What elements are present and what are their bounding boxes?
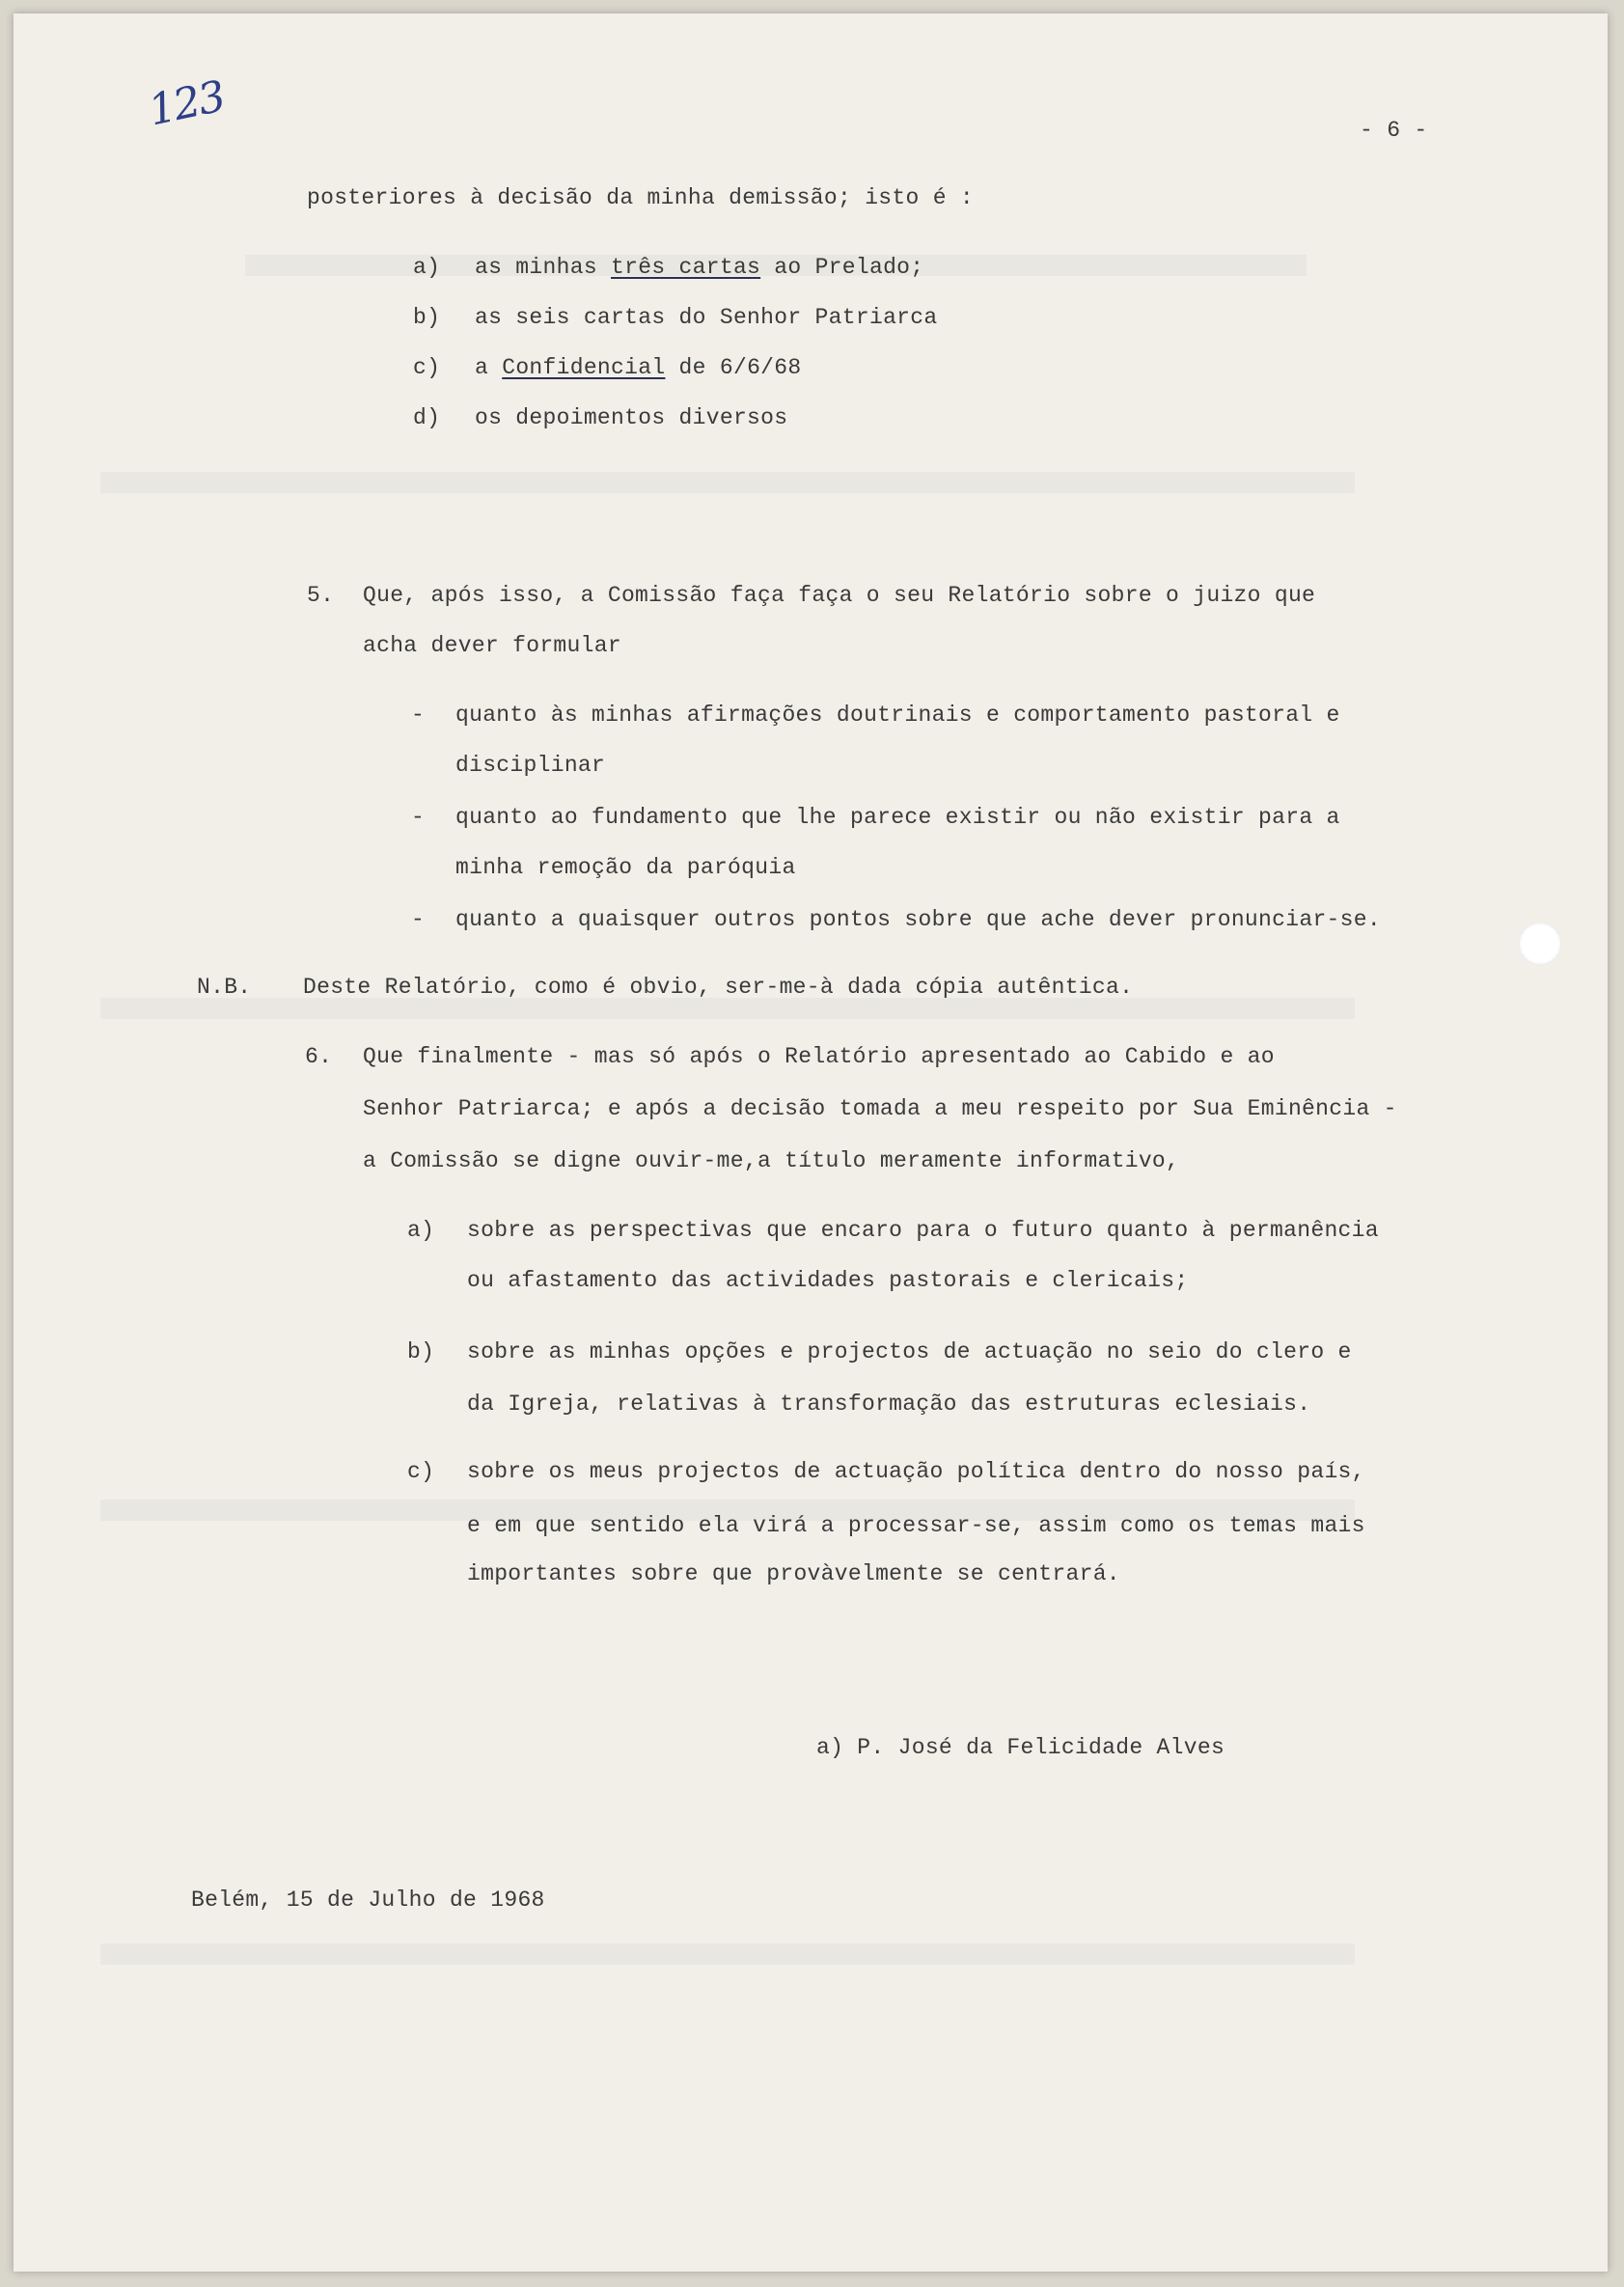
underlined-text: três cartas [611, 255, 761, 280]
bullet-dash: - [411, 907, 426, 932]
nb-label: N.B. [197, 975, 252, 1000]
list-item: os depoimentos diversos [475, 405, 788, 430]
item-6-line: Senhor Patriarca; e após a decisão tomada a meu respeito por Sua Eminência - [363, 1096, 1397, 1121]
bullet-line: minha remoção da paróquia [455, 855, 796, 880]
list-item-letter: a) [413, 255, 441, 280]
sub-item-letter: c) [407, 1459, 435, 1484]
list-item: as minhas três cartas ao Prelado; [475, 255, 924, 280]
sub-item-line: e em que sentido ela virá a processar-se, assim como os temas mais [467, 1513, 1365, 1538]
handwritten-page-number: 123 [144, 71, 229, 136]
item-6-line: a Comissão se digne ouvir-me,a título meramente informativo, [363, 1148, 1180, 1173]
bullet-line: quanto às minhas afirmações doutrinais e comportamento pastoral e [455, 703, 1340, 728]
bleed-through-line [100, 998, 1355, 1019]
sub-item-line: sobre as minhas opções e projectos de actuação no seio do clero e [467, 1339, 1352, 1364]
sub-item-line: sobre as perspectivas que encaro para o futuro quanto à permanência [467, 1218, 1379, 1243]
bullet-line: disciplinar [455, 753, 606, 778]
bullet-line: quanto a quaisquer outros pontos sobre que ache dever pronunciar-se. [455, 907, 1381, 932]
item-5-line: Que, após isso, a Comissão faça faça o seu Relatório sobre o juizo que [363, 583, 1316, 608]
list-item-letter: b) [413, 305, 441, 330]
document-page [14, 14, 1608, 2272]
sub-item-letter: b) [407, 1339, 435, 1364]
list-item-letter: d) [413, 405, 441, 430]
sub-item-line: da Igreja, relativas à transformação das estruturas eclesiais. [467, 1391, 1311, 1417]
page-number: - 6 - [1360, 118, 1428, 143]
intro-line: posteriores à decisão da minha demissão; isto é : [307, 185, 975, 210]
item-5-line: acha dever formular [363, 633, 621, 658]
item-5-number: 5. [307, 583, 335, 608]
punch-hole [1519, 923, 1561, 965]
bullet-line: quanto ao fundamento que lhe parece existir ou não existir para a [455, 805, 1340, 830]
nb-text: Deste Relatório, como é obvio, ser-me-à dada cópia autêntica. [303, 975, 1134, 1000]
list-item-letter: c) [413, 355, 441, 380]
sub-item-line: sobre os meus projectos de actuação política dentro do nosso país, [467, 1459, 1365, 1484]
list-item: a Confidencial de 6/6/68 [475, 355, 802, 380]
item-6-number: 6. [305, 1044, 333, 1069]
bleed-through-line [100, 472, 1355, 493]
underlined-text: Confidencial [502, 355, 666, 380]
bullet-dash: - [411, 805, 426, 830]
sub-item-line: importantes sobre que provàvelmente se centrará. [467, 1561, 1120, 1586]
place-date: Belém, 15 de Julho de 1968 [191, 1887, 545, 1913]
bleed-through-line [100, 1943, 1355, 1965]
item-6-line: Que finalmente - mas só após o Relatório apresentado ao Cabido e ao [363, 1044, 1275, 1069]
signature: a) P. José da Felicidade Alves [816, 1735, 1225, 1760]
list-item: as seis cartas do Senhor Patriarca [475, 305, 938, 330]
sub-item-line: ou afastamento das actividades pastorais e clericais; [467, 1268, 1189, 1293]
bullet-dash: - [411, 703, 426, 728]
sub-item-letter: a) [407, 1218, 435, 1243]
